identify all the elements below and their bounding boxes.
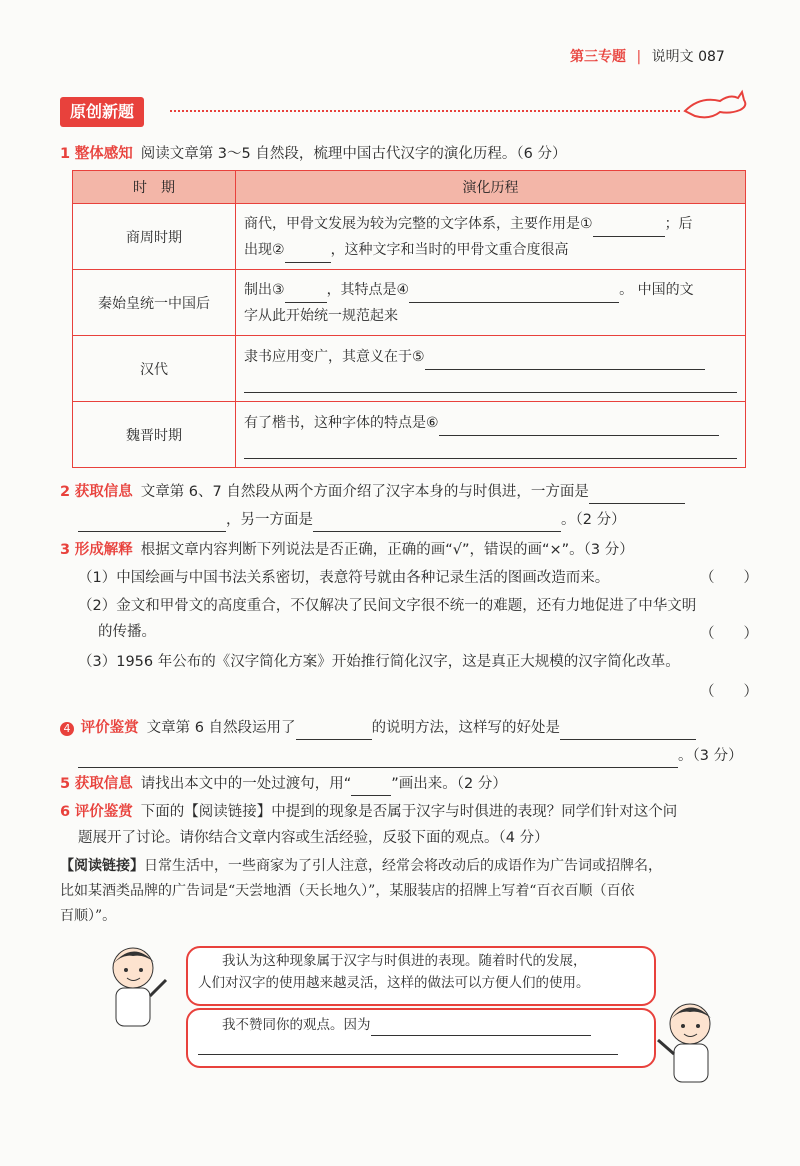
table-row: 商周时期 商代，甲骨文发展为较为完整的文字体系，主要作用是① ；后 出现② ，这种文字和当时的甲骨文重合度很高 — [73, 204, 746, 270]
student-left-illustration — [98, 940, 178, 1030]
q3-item-1: （1）中国绘画与中国书法关系密切，表意符号就由各种记录生活的图画改造而来。 — [78, 570, 610, 586]
period-cell: 商周时期 — [73, 204, 236, 270]
answer-blank[interactable] — [296, 721, 372, 740]
pen-icon: 4 — [60, 722, 74, 736]
answer-line[interactable] — [198, 1036, 618, 1055]
question-text: 阅读文章第 3～5 自然段，梳理中国古代汉字的演化历程。（6 分） — [140, 146, 567, 162]
reading-link: 【阅读链接】日常生活中，一些商家为了引人注意，经常会将改动后的成语作为广告词或招牌名， 比如某酒类品牌的广告词是“天尝地酒（天长地久）”，某服装店的招牌上写着“百衣百顺（百依 百顺）”。 — [60, 858, 662, 924]
answer-blank[interactable] — [371, 1017, 591, 1036]
student-right-illustration — [648, 996, 728, 1086]
question-number: 1 — [60, 146, 71, 162]
period-cell: 汉代 — [73, 336, 236, 402]
answer-blank-1[interactable] — [593, 218, 665, 237]
answer-blank[interactable] — [78, 749, 678, 768]
question-2: 2 获取信息 文章第 6、7 自然段从两个方面介绍了汉字本身的与时俱进，一方面是 — [60, 480, 685, 504]
table-header-evolution: 演化历程 — [236, 171, 746, 204]
page-number: 087 — [698, 49, 725, 65]
answer-paren[interactable]: （ ） — [700, 570, 758, 586]
table-row: 秦始皇统一中国后 制出③ ，其特点是④ 。 中国的文 字从此开始统一规范起来 — [73, 270, 746, 336]
question-6: 6 评价鉴赏 下面的【阅读链接】中提到的现象是否属于汉字与时俱进的表现？同学们针对这个问 — [60, 804, 678, 820]
table-row: 汉代 隶书应用变广，其意义在于⑤ — [73, 336, 746, 402]
answer-line[interactable] — [244, 370, 737, 393]
q3-item-3: （3）1956 年公布的《汉字简化方案》开始推行简化汉字，这是真正大规模的汉字简化改革。 — [78, 654, 680, 670]
page-header — [570, 46, 770, 66]
cat-icon — [680, 86, 750, 126]
answer-blank-5[interactable] — [425, 351, 705, 370]
question-1 — [60, 142, 566, 166]
question-5: 5 获取信息 请找出本文中的一处过渡句，用“ ”画出来。（2 分） — [60, 772, 507, 796]
answer-paren[interactable]: （ ） — [700, 626, 758, 642]
answer-blank[interactable] — [78, 513, 226, 532]
section-name: 第三专题 — [570, 49, 626, 65]
answer-blank[interactable] — [313, 513, 561, 532]
period-cell: 魏晋时期 — [73, 402, 236, 468]
banner-label: 原创新题 — [60, 97, 144, 127]
answer-paren[interactable]: （ ） — [700, 684, 758, 700]
evolution-table — [72, 170, 746, 468]
answer-blank-6[interactable] — [439, 417, 719, 436]
answer-blank[interactable] — [560, 721, 696, 740]
period-cell: 秦始皇统一中国后 — [73, 270, 236, 336]
answer-blank-2[interactable] — [285, 244, 331, 263]
banner-dotted-line — [170, 110, 680, 112]
header-title: 说明文 — [651, 49, 694, 65]
answer-blank-4[interactable] — [409, 284, 619, 303]
question-tag: 整体感知 — [74, 146, 133, 162]
speech-bubble-1: 我认为这种现象属于汉字与时俱进的表现。随着时代的发展， 人们对汉字的使用越来越灵活，这样的做法可以方便人们的使用。 — [186, 946, 656, 1006]
table-header-period: 时 期 — [73, 171, 236, 204]
answer-blank-3[interactable] — [285, 284, 327, 303]
answer-line[interactable] — [244, 436, 737, 459]
header-separator: | — [636, 49, 642, 65]
question-4: 4 评价鉴赏 文章第 6 自然段运用了 的说明方法，这样写的好处是 — [60, 716, 696, 740]
q3-item-2: （2）金文和甲骨文的高度重合，不仅解决了民间文字很不统一的难题，还有力地促进了中华文明 — [78, 598, 697, 614]
speech-bubble-2: 我不赞同你的观点。因为 — [186, 1008, 656, 1068]
answer-blank[interactable] — [589, 485, 685, 504]
table-row: 魏晋时期 有了楷书，这种字体的特点是⑥ — [73, 402, 746, 468]
question-3: 3 形成解释 根据文章内容判断下列说法是否正确，正确的画“√”，错误的画“×”。（3 分） — [60, 542, 634, 558]
